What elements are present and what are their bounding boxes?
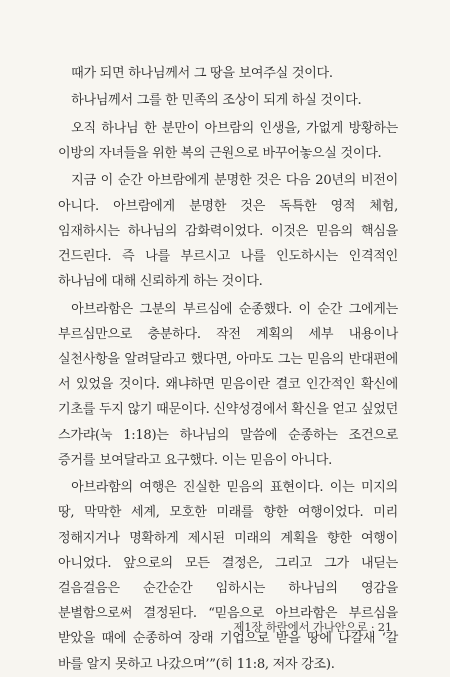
running-footer: 제1장 하란에서 가나안으로 · 21 — [233, 620, 392, 634]
paragraph: 때가 되면 하나님께서 그 땅을 보여주실 것이다. — [71, 66, 333, 81]
body-text — [58, 61, 398, 677]
paragraph: 아브라함의 여행은 진실한 믿음의 표현이다. 이는 미지의 땅, 막막한 세계, 모호한 미래를 향한 여행이었다. 미리 정해지거나 명확하게 제시된 미래의 계획을 향한 여행이 아니었다. 앞으로의 모든 결정은, 그리고 그가 내딛는 걸음걸음은 순간순간 임하시는 하나님의 영감을 분별함으로써 결정된다. “믿음으로 아브라함은 부르심을 받았을 때에 순종하여 장래 기업으로 받을 땅에 나갈새 ‘갈 바를 알지 못하고 나갔으며’”(히 11:8, 저자 강조). — [58, 480, 398, 672]
paragraph: 지금 이 순간 아브람에게 분명한 것은 다음 20년의 비전이 아니다. 아브람에게 분명한 것은 독특한 영적 체험, 임재하시는 하나님의 감화력이었다. 이것은 믿음의 핵심을 건드린다. 즉 나를 부르시고 나를 인도하시는 인격적인 하나님에 대해 신뢰하게 하는 것이다. — [58, 173, 398, 290]
paragraph: 아브라함은 그분의 부르심에 순종했다. 이 순간 그에게는 부르심만으로 충분하다. 작전 계획의 세부 내용이나 실천사항을 알려달라고 했다면, 아마도 그는 믿음의 반대편에 서 있었을 것이다. 왜냐하면 믿음이란 결코 인간적인 확신에 기초를 두지 않기 때문이다. 신약성경에서 확신을 얻고 싶었던 스가랴(눅 1:18)는 하나님의 말씀에 순종하는 조건으로 증거를 보여달라고 요구했다. 이는 믿음이 아니다. — [58, 301, 398, 468]
paragraph: 오직 하나님 한 분만이 아브람의 인생을, 가없게 방황하는 이방의 자녀들을 위한 복의 근원으로 바꾸어놓으실 것이다. — [58, 120, 398, 161]
paragraph: 하나님께서 그를 한 민족의 조상이 되게 하실 것이다. — [71, 93, 362, 109]
